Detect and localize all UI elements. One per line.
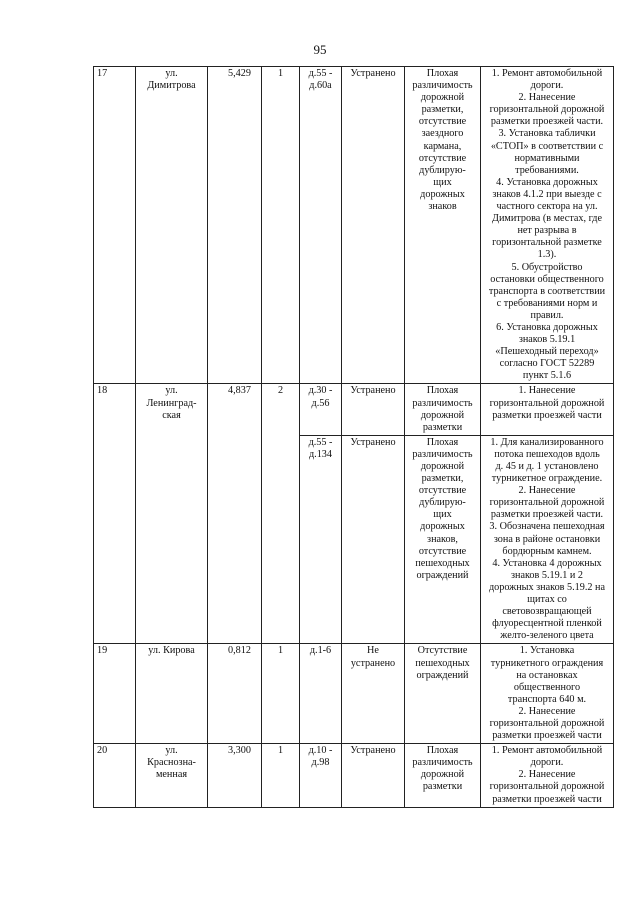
segment-count: 2 (262, 384, 300, 644)
row-number: 18 (94, 384, 136, 644)
row-number: 17 (94, 67, 136, 384)
road-length: 0,812 (208, 644, 262, 744)
status: Устранено (342, 384, 405, 435)
house-range: д.55 - д.60а (300, 67, 342, 384)
segment-count: 1 (262, 644, 300, 744)
status: Устранено (342, 435, 405, 644)
row-number: 20 (94, 744, 136, 807)
table-row (94, 67, 614, 384)
measures: 1. Установка турникетного ограждения на остановках общественного транспорта 640 м. 2. Нанесение горизонтальной дорожной разметки проезжей части (481, 644, 614, 744)
problem-description: Плохая различимость дорожной разметки, отсутствие заездного кармана, отсутствие дублирую- щих дорожных знаков (405, 67, 481, 384)
street-name: ул. Димитрова (136, 67, 208, 384)
street-name: ул. Краснозна- менная (136, 744, 208, 807)
status: Устранено (342, 744, 405, 807)
problem-description: Плохая различимость дорожной разметки (405, 384, 481, 435)
house-range: д.30 - д.56 (300, 384, 342, 435)
house-range: д.55 - д.134 (300, 435, 342, 644)
house-range: д.10 - д.98 (300, 744, 342, 807)
road-length: 3,300 (208, 744, 262, 807)
row-number: 19 (94, 644, 136, 744)
status: Устранено (342, 67, 405, 384)
street-name: ул. Ленинград- ская (136, 384, 208, 644)
problem-description: Плохая различимость дорожной разметки, отсутствие дублирую- щих дорожных знаков, отсутствие пешеходных ограждений (405, 435, 481, 644)
segment-count: 1 (262, 744, 300, 807)
problem-description: Плохая различимость дорожной разметки (405, 744, 481, 807)
house-range: д.1-6 (300, 644, 342, 744)
road-length: 5,429 (208, 67, 262, 384)
status: Не устранено (342, 644, 405, 744)
table-row (94, 384, 614, 435)
measures: 1. Ремонт автомобильной дороги. 2. Нанесение горизонтальной дорожной разметки проезжей части. 3. Установка таблички «СТОП» в соответствии с нормативными требованиями. 4. Установка дорожных знаков 4.1.2 при выезде с частного сектора на ул. Димитрова (в местах, где нет разрыва в горизонтальной разметке 1.3). 5. Обустройство остановки общественного транспорта в соответствии с требованиями норм и правил. 6. Установка дорожных знаков 5.19.1 «Пешеходный переход» согласно ГОСТ 52289 пункт 5.1.6 (481, 67, 614, 384)
segment-count: 1 (262, 67, 300, 384)
measures: 1. Для канализированного потока пешеходов вдоль д. 45 и д. 1 установлено турникетное ограждение. 2. Нанесение горизонтальной дорожной разметки проезжей части. 3. Обозначена пешеходная зона в районе остановки бордюрным камнем. 4. Установка 4 дорожных знаков 5.19.1 и 2 дорожных знаков 5.19.2 на щитах со световозвращающей флуоресцентной пленкой желто-зеленого цвета (481, 435, 614, 644)
street-name: ул. Кирова (136, 644, 208, 744)
table-row (94, 644, 614, 744)
measures: 1. Нанесение горизонтальной дорожной разметки проезжей части (481, 384, 614, 435)
measures: 1. Ремонт автомобильной дороги. 2. Нанесение горизонтальной дорожной разметки проезжей части (481, 744, 614, 807)
road-defects-table (93, 66, 614, 808)
page-number: 95 (313, 42, 327, 57)
problem-description: Отсутствие пешеходных ограждений (405, 644, 481, 744)
road-length: 4,837 (208, 384, 262, 644)
table-row (94, 744, 614, 807)
